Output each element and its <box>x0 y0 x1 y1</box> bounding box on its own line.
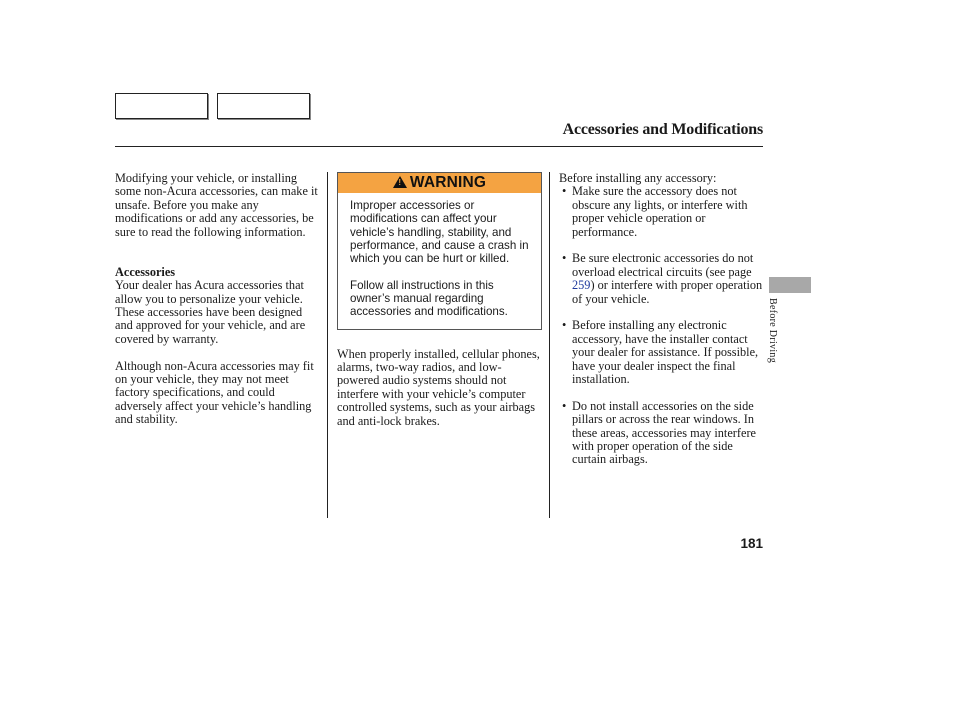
section-label: Before Driving <box>767 298 778 364</box>
warning-text-1: Improper accessories or modifications can affect your vehicle’s handling, stability, and performance, and cause a crash in which you can be hurt or killed. <box>350 199 529 266</box>
warning-box <box>337 172 542 330</box>
column-right <box>559 172 764 467</box>
column-divider <box>549 172 550 518</box>
warning-label: WARNING <box>409 174 487 192</box>
column-divider <box>327 172 328 518</box>
accessory-checklist <box>559 185 764 466</box>
accessories-heading: Accessories <box>115 264 176 279</box>
warning-body <box>338 193 541 329</box>
accessories-paragraph: Your dealer has Acura accessories that allow you to personalize your vehicle. These accessories have been designed and approved for your vehicle, and are covered by warranty. <box>115 278 306 346</box>
before-installing-intro: Before installing any accessory: <box>559 171 717 185</box>
page-title: Accessories and Modifications <box>562 121 763 138</box>
title-divider <box>115 146 763 147</box>
list-item: • Make sure the accessory does not obscure any lights, or interfere with proper vehicle operation or performance. <box>559 185 764 239</box>
page-number: 181 <box>740 536 763 551</box>
non-acura-paragraph: Although non-Acura accessories may fit on your vehicle, they may not meet factory specifications, and could adversely affect your vehicle’s handling and stability. <box>115 358 314 427</box>
warning-triangle-icon: ! <box>393 176 407 188</box>
list-item: • Do not install accessories on the side pillars or across the rear windows. In these areas, accessories may interfere with proper operation of the side curtain airbags. <box>559 400 764 467</box>
page-link[interactable]: 259 <box>572 278 591 293</box>
list-item: • Be sure electronic accessories do not overload electrical circuits (see page 259) or interfere with proper operation of your vehicle. <box>559 252 764 306</box>
column-left <box>115 172 322 427</box>
warning-text-2: Follow all instructions in this owner’s manual regarding accessories and modifications. <box>350 278 508 319</box>
column-middle <box>337 172 542 428</box>
intro-paragraph: Modifying your vehicle, or installing some non-Acura accessories, can make it unsafe. Before you make any modifications or add any accessories, be sure to read the following information. <box>115 171 318 239</box>
list-item: • Before installing any electronic accessory, have the installer contact your dealer for assistance. If possible, have your dealer inspect the final installation. <box>559 319 764 386</box>
warning-header <box>338 173 541 193</box>
section-tab[interactable] <box>769 277 811 293</box>
nav-button-previous[interactable] <box>115 93 208 119</box>
installed-paragraph: When properly installed, cellular phones, alarms, two-way radios, and low-powered audio systems should not interfere with your vehicle’s computer controlled systems, such as your airbags and anti-lock brakes. <box>337 346 540 428</box>
nav-button-next[interactable] <box>217 93 310 119</box>
